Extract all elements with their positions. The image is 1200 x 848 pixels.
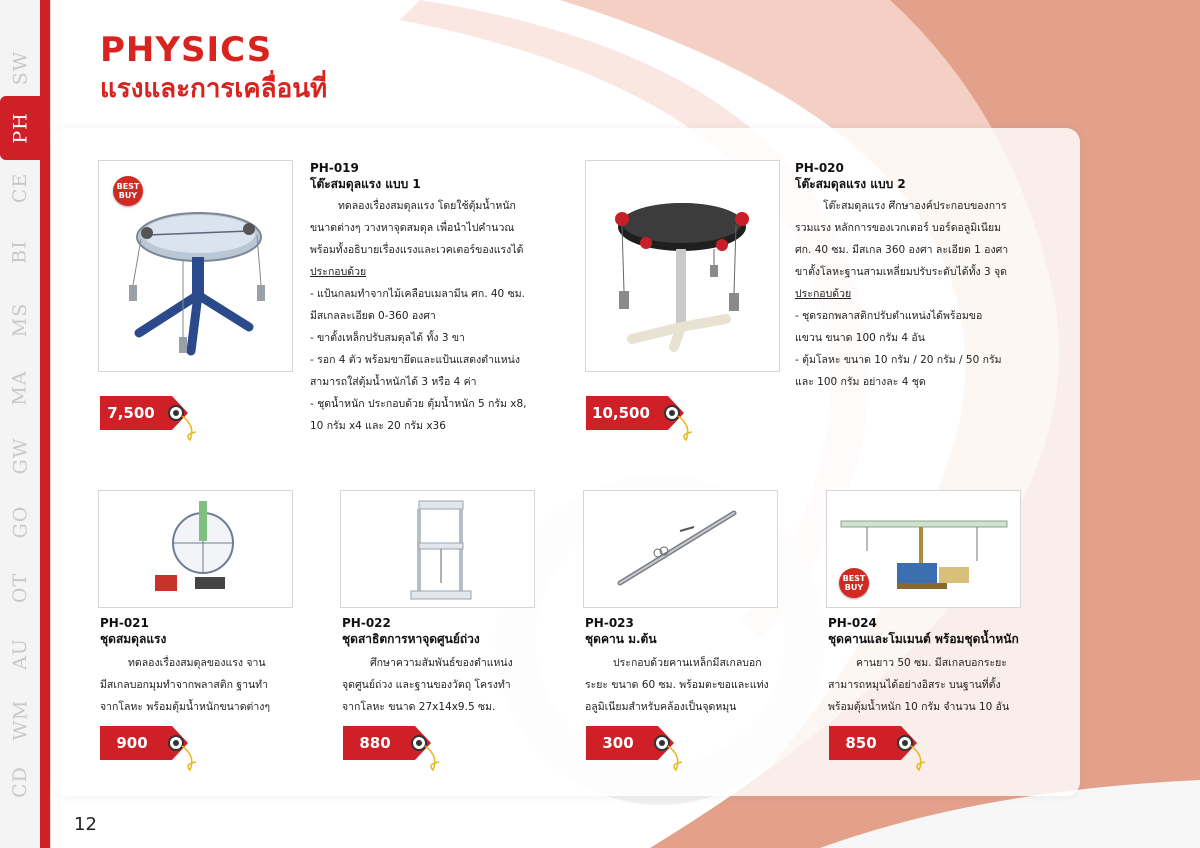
price-value: 900	[116, 734, 148, 752]
product-description	[310, 195, 550, 437]
best-buy-badge: BEST BUY	[113, 176, 143, 206]
desc-line: ขนาดต่างๆ วางหาจุดสมดุล เพื่อนำไปคำนวณ	[310, 222, 515, 234]
price-tag	[586, 396, 696, 446]
tab-label: CE	[8, 172, 31, 204]
force-balance-image	[99, 491, 292, 607]
tab-ce[interactable]	[2, 156, 38, 220]
desc-line: 10 กรัม x4 และ 20 กรัม x36	[310, 420, 446, 432]
desc-line: สามารถหมุนได้อย่างอิสระ บนฐานที่ตั้ง	[828, 679, 1001, 691]
product-code: PH-022	[342, 616, 391, 630]
best-buy-badge: BEST BUY	[839, 568, 869, 598]
center-of-gravity-image	[341, 491, 534, 607]
desc-line: คานยาว 50 ซม. มีสเกลบอกระยะ	[856, 657, 1007, 669]
price-tag	[829, 726, 929, 776]
desc-line: พร้อมทั้งอธิบายเรื่องแรงและเวคเตอร์ของแรงได้	[310, 244, 524, 256]
page-subtitle: แรงและการเคลื่อนที่	[100, 74, 328, 104]
tab-label: PH	[9, 112, 32, 144]
desc-line: จากโลหะ พร้อมตุ้มน้ำหนักขนาดต่างๆ	[100, 701, 270, 713]
tab-cd[interactable]	[2, 750, 38, 814]
tab-label: SW	[8, 50, 31, 86]
desc-line: ขาตั้งโลหะฐานสามเหลี่ยมปรับระดับได้ทั้ง 3 จุด	[795, 266, 1007, 278]
price-value: 850	[845, 734, 877, 752]
desc-line: แขวน ขนาด 100 กรัม 4 อัน	[795, 332, 925, 344]
product-photo-center-of-gravity	[340, 490, 535, 608]
tab-ot[interactable]	[2, 556, 38, 620]
product-name: ชุดคาน ม.ต้น	[585, 632, 657, 646]
price-value: 880	[359, 734, 391, 752]
desc-line: - รอก 4 ตัว พร้อมขายึดและแป้นแสดงตำแหน่ง	[310, 354, 520, 366]
product-name: โต๊ะสมดุลแรง แบบ 2	[795, 177, 906, 191]
price-tag	[343, 726, 443, 776]
product-photo-lever-set	[583, 490, 778, 608]
desc-line: จุดศูนย์ถ่วง และฐานของวัตถุ โครงทำ	[342, 679, 511, 691]
tab-go[interactable]	[2, 490, 38, 554]
desc-line: และ 100 กรัม อย่างละ 4 ชุด	[795, 376, 926, 388]
tab-bi[interactable]	[2, 220, 38, 284]
price-tag	[100, 726, 200, 776]
tab-label: MS	[8, 302, 31, 338]
product-description	[585, 652, 795, 718]
desc-line: มีสเกลบอกมุมทำจากพลาสติก ฐานทำ	[100, 679, 268, 691]
tab-label: BI	[9, 240, 31, 264]
tab-ma[interactable]	[2, 356, 38, 420]
tab-ms[interactable]	[2, 288, 38, 352]
tab-au[interactable]	[2, 622, 38, 686]
desc-line: - แป้นกลมทำจากไม้เคลือบเมลามีน ศก. 40 ซม.	[310, 288, 525, 300]
desc-line: รวมแรง หลักการของเวกเตอร์ บอร์ดอลูมิเนียม	[795, 222, 1002, 234]
desc-line: ทดลองเรื่องสมดุลของแรง จาน	[128, 657, 266, 669]
tab-label: WM	[9, 699, 32, 741]
desc-heading: ประกอบด้วย	[310, 266, 367, 278]
desc-line: อลูมิเนียมสำหรับคล้องเป็นจุดหมุน	[585, 701, 737, 713]
desc-line: จากโลหะ ขนาด 27x14x9.5 ซม.	[342, 701, 496, 713]
product-description	[342, 652, 552, 718]
tab-wm[interactable]	[2, 688, 38, 752]
price-value: 10,500	[592, 404, 650, 422]
desc-line: - ขาตั้งเหล็กปรับสมดุลได้ ทั้ง 3 ขา	[310, 332, 465, 344]
product-code: PH-020	[795, 161, 844, 175]
tab-label: CD	[9, 766, 31, 798]
product-description	[100, 652, 300, 718]
price-value: 7,500	[107, 404, 155, 422]
product-name: ชุดสาธิตการหาจุดศูนย์ถ่วง	[342, 632, 480, 646]
force-table-image	[586, 161, 779, 371]
price-tag	[586, 726, 686, 776]
product-code: PH-023	[585, 616, 634, 630]
tab-label: MA	[9, 370, 31, 406]
desc-line: ศึกษาความสัมพันธ์ของตำแหน่ง	[370, 657, 513, 669]
desc-line: ระยะ ขนาด 60 ซม. พร้อมตะขอและแท่ง	[585, 679, 769, 691]
desc-line: ประกอบด้วยคานเหล็กมีสเกลบอก	[613, 657, 762, 669]
desc-line: ศก. 40 ซม. มีสเกล 360 องศา ละเอียด 1 องศา	[795, 244, 1009, 256]
tab-ph[interactable]	[0, 96, 42, 160]
price-value: 300	[602, 734, 634, 752]
product-name: ชุดคานและโมเมนต์ พร้อมชุดน้ำหนัก	[828, 632, 1019, 646]
product-name: โต๊ะสมดุลแรง แบบ 1	[310, 177, 421, 191]
tab-label: GO	[8, 505, 31, 539]
desc-line: ทดลองเรื่องสมดุลแรง โดยใช้ตุ้มน้ำหนัก	[338, 200, 516, 212]
price-tag	[100, 396, 200, 446]
product-description	[795, 195, 1035, 393]
product-description	[828, 652, 1043, 718]
tab-sw[interactable]	[2, 36, 38, 100]
lever-image	[584, 491, 777, 607]
page-title: PHYSICS	[100, 30, 273, 70]
product-name: ชุดสมดุลแรง	[100, 632, 167, 646]
desc-line: - ตุ้มโลหะ ขนาด 10 กรัม / 20 กรัม / 50 กรัม	[795, 354, 1002, 366]
desc-heading: ประกอบด้วย	[795, 288, 852, 300]
tab-gw[interactable]	[2, 424, 38, 488]
tab-label: OT	[9, 572, 31, 604]
desc-line: - ชุดรอกพลาสติกปรับตำแหน่งได้พร้อมขอ	[795, 310, 983, 322]
product-code: PH-024	[828, 616, 877, 630]
tab-label: GW	[9, 437, 31, 475]
product-photo-force-balance-set	[98, 490, 293, 608]
desc-line: โต๊ะสมดุลแรง ศึกษาองค์ประกอบของการ	[823, 200, 1007, 212]
desc-line: พร้อมตุ้มน้ำหนัก 10 กรัม จำนวน 10 อัน	[828, 701, 1010, 713]
tab-label: AU	[8, 638, 31, 670]
product-photo-force-table-2	[585, 160, 780, 372]
desc-line: สามารถใส่ตุ้มน้ำหนักได้ 3 หรือ 4 ค่า	[310, 376, 477, 388]
page-number: 12	[74, 814, 97, 835]
desc-line: - ชุดน้ำหนัก ประกอบด้วย ตุ้มน้ำหนัก 5 กรัม x8,	[310, 398, 527, 410]
product-code: PH-019	[310, 161, 359, 175]
product-code: PH-021	[100, 616, 149, 630]
desc-line: มีสเกลละเอียด 0-360 องศา	[310, 310, 436, 322]
